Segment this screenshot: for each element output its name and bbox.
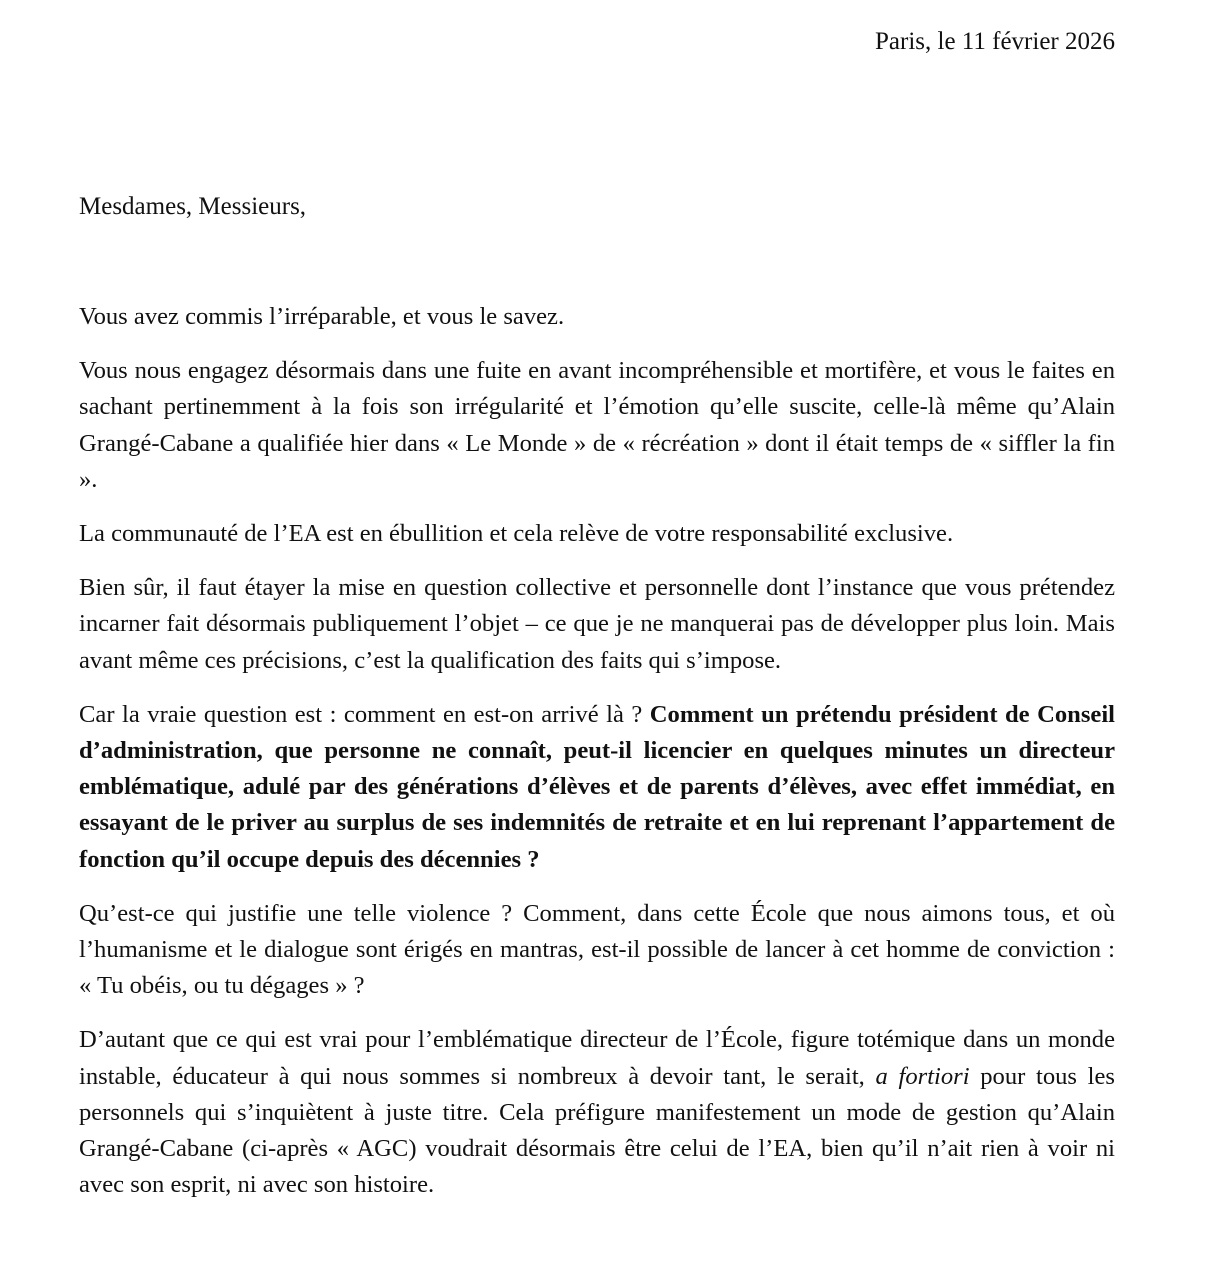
- paragraph-5-intro: Car la vraie question est : comment en est-on arrivé là ?: [79, 700, 650, 728]
- paragraph-7: [79, 1022, 1115, 1203]
- paragraph-5: [79, 697, 1115, 878]
- paragraph-1: Vous avez commis l’irréparable, et vous le savez.: [79, 303, 565, 330]
- letter-salutation: Mesdames, Messieurs,: [79, 193, 307, 220]
- paragraph-3: La communauté de l’EA est en ébullition et cela relève de votre responsabilité exclusive.: [79, 520, 954, 548]
- paragraph-7-italic: a fortiori: [875, 1062, 970, 1090]
- paragraph-7-start: D’autant que ce qui est vrai pour l’emblématique directeur de l’École, figure totémique dans un monde instable, éducateur à qui nous sommes si nombreux à devoir tant, le serait,: [79, 1026, 1115, 1090]
- letter-date: Paris, le 11 février 2026: [875, 28, 1115, 55]
- paragraph-2: Vous nous engagez désormais dans une fuite en avant incompréhensible et mortifère, et vous le faites en sachant pertinemment à la fois son irrégularité et l’émotion qu’elle suscite, celle-là même qu’Alain Grangé-Cabane a qualifiée hier dans « Le Monde » de « récréation » dont il était temps de « siffler la fin ».: [79, 357, 1115, 493]
- paragraph-4: Bien sûr, il faut étayer la mise en question collective et personnelle dont l’instance que vous prétendez incarner fait désormais publiquement l’objet – ce que je ne manquerai pas de développer plus loin. Mais avant même ces précisions, c’est la qualification des faits qui s’impose.: [79, 574, 1115, 674]
- paragraph-5-bold-question: Comment un prétendu président de Conseil d’administration, que personne ne connaît, peut-il licencier en quelques minutes un directeur emblématique, adulé par des générations d’élèves et de parents d’élèves, avec effet immédiat, en essayant de le priver au surplus de ses indemnités de retraite et en lui reprenant l’appartement de fonction qu’il occupe depuis des décennies ?: [79, 700, 1115, 873]
- letter-body: [79, 299, 1115, 1221]
- paragraph-7-end: pour tous les personnels qui s’inquiètent à juste titre. Cela préfigure manifestement un mode de gestion qu’Alain Grangé-Cabane (ci-après « AGC) voudrait désormais être celui de l’EA, bien qu’il n’ait rien à voir ni avec son esprit, ni avec son histoire.: [79, 1062, 1115, 1199]
- paragraph-6: Qu’est-ce qui justifie une telle violence ? Comment, dans cette École que nous aimons tous, et où l’humanisme et le dialogue sont érigés en mantras, est-il possible de lancer à cet homme de conviction : « Tu obéis, ou tu dégages » ?: [79, 899, 1115, 1000]
